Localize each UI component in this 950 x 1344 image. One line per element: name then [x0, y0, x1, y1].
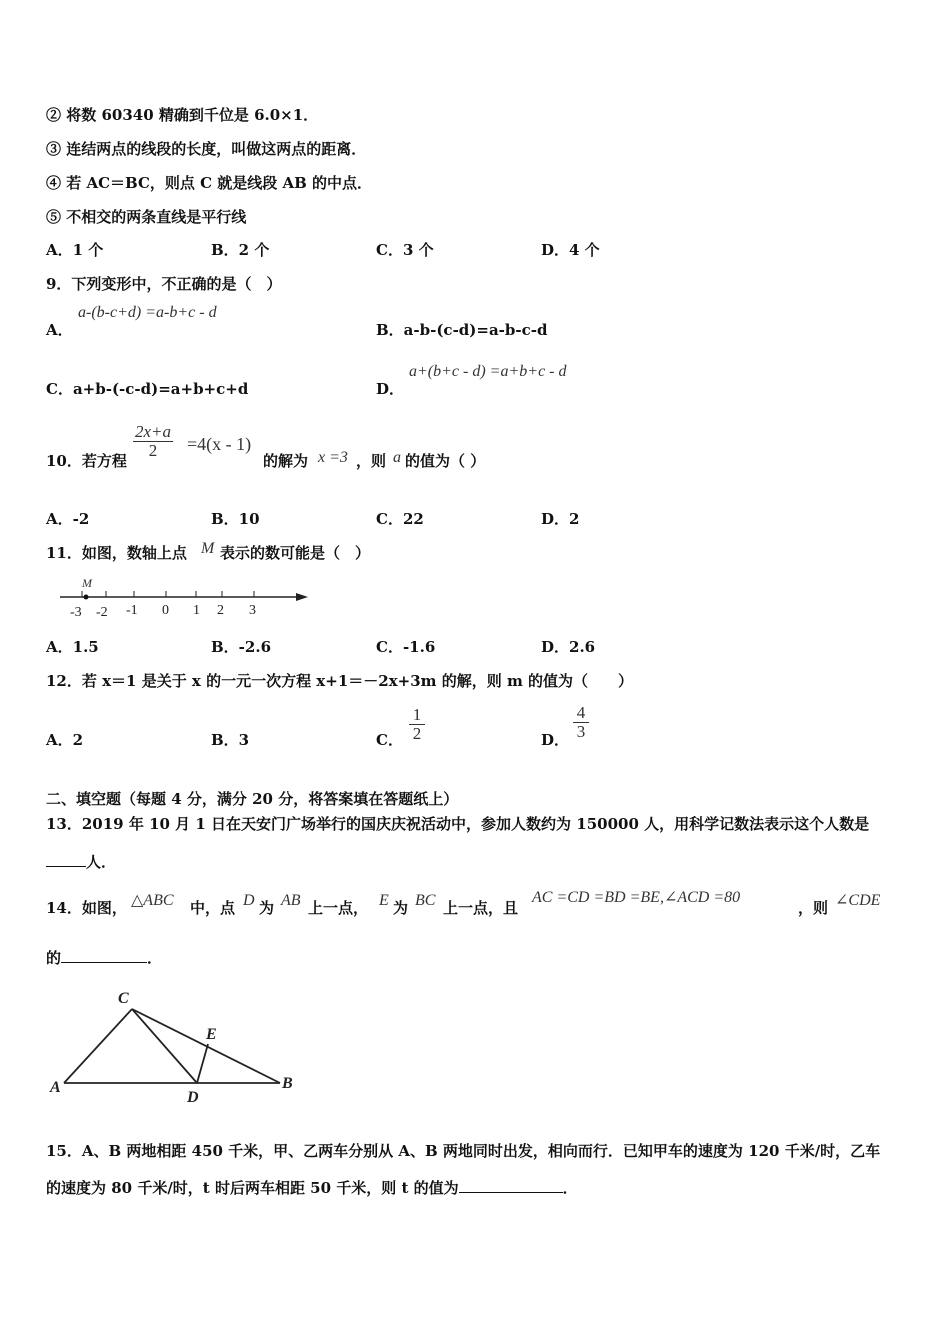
q10-variable: a: [393, 449, 401, 466]
q13-line-2-suffix: 人．: [86, 853, 117, 871]
q8-statement-3: ③ 连结两点的线段的长度，叫做这两点的距离．: [46, 140, 367, 158]
q11-number-line: [56, 572, 316, 622]
q14-line-2: [46, 947, 162, 968]
point-m-dot: [84, 595, 89, 600]
q14-point-d: D: [243, 892, 255, 909]
q11-option-a: A．1.5: [46, 638, 99, 656]
q13-line-2: [46, 851, 116, 872]
vertex-b-label: B: [282, 1075, 293, 1092]
fraction-denominator: 2: [412, 723, 422, 743]
q15-line-2-text: 的速度为 80 千米/时，t 时后两车相距 50 千米，则 t 的值为: [46, 1179, 459, 1197]
q8-statement-4: ④ 若 AC＝BC，则点 C 就是线段 AB 的中点．: [46, 174, 373, 192]
q12-option-b: B．3: [211, 731, 250, 749]
point-m-label: M: [82, 576, 92, 590]
q8-option-d: D．4 个: [541, 241, 600, 259]
segment-ac: [64, 1009, 132, 1083]
q14-part-6: 上一点，且: [443, 899, 519, 917]
q10-option-d: D．2: [541, 510, 580, 528]
segment-cb: [132, 1009, 280, 1083]
q12-option-a: A．2: [46, 731, 84, 749]
q10-option-a: A．-2: [46, 510, 90, 528]
q12-option-d-fraction: [573, 704, 589, 741]
answer-blank[interactable]: [61, 948, 147, 963]
q15-line-1: 15．A、B 两地相距 450 千米，甲、乙两车分别从 A、B 两地同时出发，相向而行．已知甲车的速度为 120 千米/时，乙车: [46, 1142, 881, 1160]
q8-statement-2: ② 将数 60340 精确到千位是 6.0×1．: [46, 106, 319, 124]
q10-prefix: 10．若方程: [46, 452, 127, 470]
vertex-e-label: E: [206, 1026, 217, 1043]
q10-fraction-denominator: 2: [148, 440, 158, 460]
q14-part-7: ，则: [798, 899, 829, 917]
q10-fraction: [133, 423, 173, 460]
q10-suffix: 的值为（ ）: [405, 452, 486, 470]
q14-condition: AC =CD =BD =BE,∠ACD =80: [532, 889, 741, 906]
vertex-c-label: C: [118, 990, 129, 1007]
q9-option-c: C．a+b-(-c-d)=a+b+c+d: [46, 380, 249, 398]
q14-part-4: 上一点，: [308, 899, 369, 917]
q14-angle-cde: ∠CDE: [835, 892, 881, 909]
q10-mid2: ，则: [356, 452, 387, 470]
q14-line-2-prefix: 的: [46, 949, 62, 967]
q12-option-c-fraction: [409, 706, 425, 743]
q8-option-a: A．1 个: [46, 241, 104, 259]
fraction-numerator: 1: [412, 705, 422, 724]
tick-label: 3: [249, 603, 256, 618]
q9-option-d-label: D．: [376, 380, 405, 398]
tick-label: 0: [162, 603, 169, 618]
answer-blank[interactable]: [46, 852, 86, 867]
q11-option-d: D．2.6: [541, 638, 596, 656]
tick-label: 2: [217, 603, 224, 618]
q11-option-b: B．-2.6: [211, 638, 272, 656]
q13-line-1: 13．2019 年 10 月 1 日在天安门广场举行的国庆庆祝活动中，参加人数约为 150000 人，用科学记数法表示这个人数是: [46, 815, 870, 833]
q11-option-c: C．-1.6: [376, 638, 436, 656]
q11-point: M: [201, 540, 215, 557]
q14-segment-bc: BC: [415, 892, 436, 909]
fraction-numerator: 4: [576, 703, 586, 722]
vertex-a-label: A: [50, 1079, 61, 1096]
fraction-denominator: 3: [576, 721, 586, 741]
segment-de: [197, 1044, 208, 1083]
section-2-heading: 二、填空题（每题 4 分，满分 20 分，将答案填在答题纸上）: [46, 790, 459, 808]
q9-option-a-math: a-(b-c+d) =a-b+c - d: [78, 304, 217, 321]
q8-option-b: B．2 个: [211, 241, 270, 259]
q14-part-3: 为: [259, 899, 275, 917]
q9-option-a-label: A．: [46, 321, 73, 339]
tick-label: -3: [70, 605, 82, 620]
q12-option-c-label: C．: [376, 731, 403, 749]
tick-label: -1: [126, 603, 138, 618]
q10-fraction-numerator: 2x+a: [135, 422, 172, 441]
q11-stem-prefix: 11．如图，数轴上点: [46, 544, 187, 562]
segment-cd: [132, 1009, 197, 1083]
q10-solution: x =3: [318, 449, 348, 466]
q8-statement-5: ⑤ 不相交的两条直线是平行线: [46, 208, 247, 226]
q14-triangle-figure: [44, 982, 304, 1107]
q14-segment-ab: AB: [281, 892, 301, 909]
q9-option-d-math: a+(b+c - d) =a+b+c - d: [409, 363, 567, 380]
q14-line-2-suffix: ．: [147, 949, 163, 967]
q10-rhs: =4(x - 1): [187, 434, 252, 454]
q10-mid1: 的解为: [263, 452, 309, 470]
q10-option-c: C．22: [376, 510, 424, 528]
tick-label: -2: [96, 605, 108, 620]
q8-option-c: C．3 个: [376, 241, 434, 259]
q11-stem-suffix: 表示的数可能是（ ）: [220, 544, 371, 562]
q15-line-2-end: ．: [562, 1179, 578, 1197]
axis-arrow-icon: [296, 593, 308, 601]
q15-line-2: [46, 1177, 578, 1198]
q14-part-2: 中，点: [190, 899, 236, 917]
q14-part-1: 14．如图，: [46, 899, 127, 917]
q14-triangle: △ABC: [131, 892, 174, 909]
q12-option-d-label: D．: [541, 731, 570, 749]
tick-label: 1: [193, 603, 200, 618]
q14-part-5: 为: [393, 899, 409, 917]
vertex-d-label: D: [187, 1089, 199, 1106]
answer-blank[interactable]: [459, 1178, 563, 1193]
q12-stem: 12．若 x＝1 是关于 x 的一元一次方程 x+1＝－2x+3m 的解，则 m 的值为（ ）: [46, 672, 634, 690]
q10-option-b: B．10: [211, 510, 260, 528]
q9-stem: 9．下列变形中，不正确的是（ ）: [46, 275, 282, 293]
q14-point-e: E: [379, 892, 389, 909]
q9-option-b: B．a-b-(c-d)=a-b-c-d: [376, 321, 548, 339]
